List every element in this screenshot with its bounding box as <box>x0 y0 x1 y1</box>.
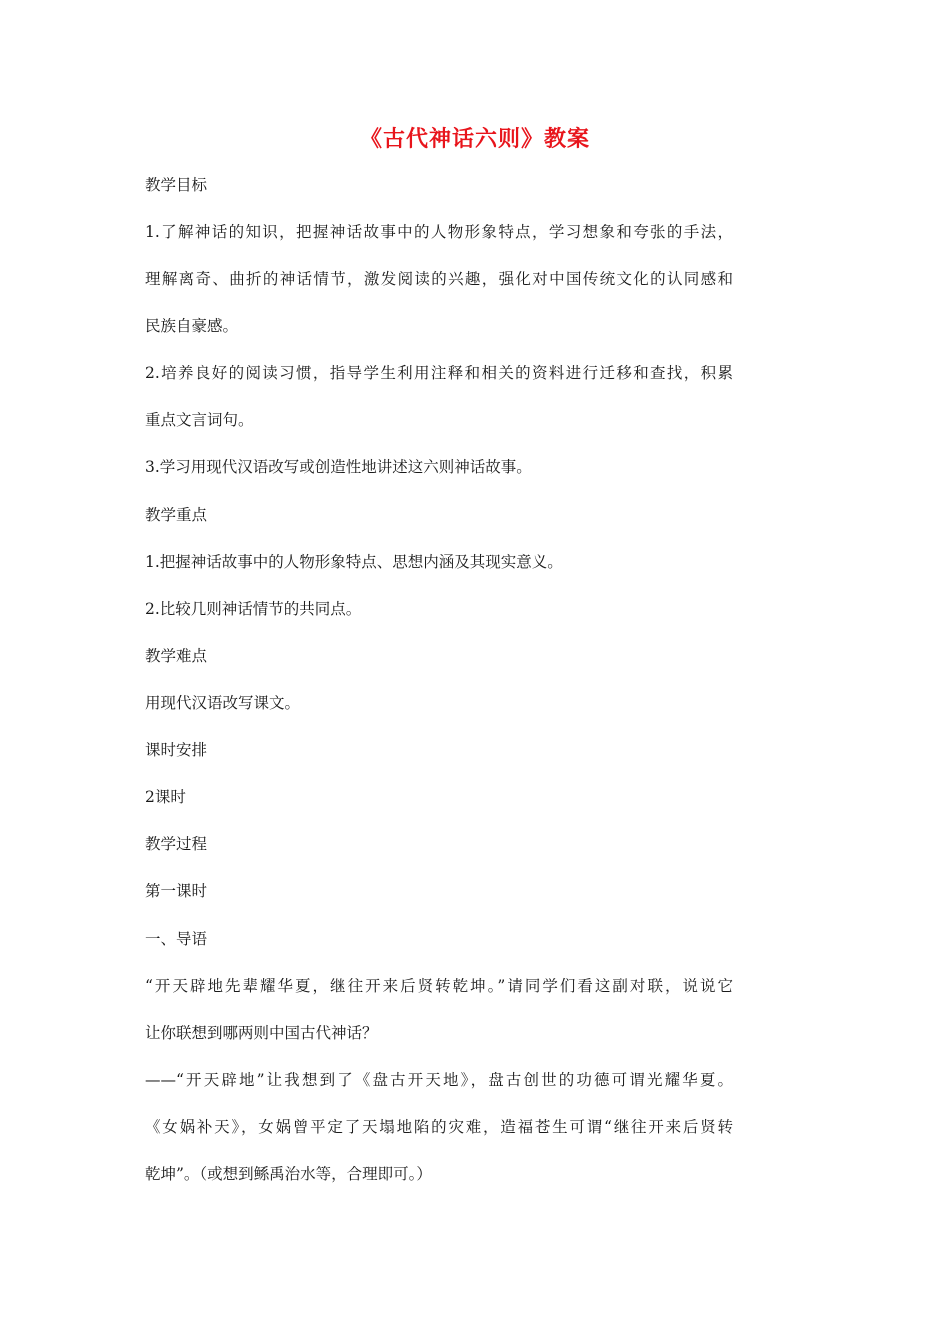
heading-difficulties: 教学难点 <box>145 647 208 665</box>
paragraph-line: 《女娲补天》，女娲曾平定了天塌地陷的灾难，造福苍生可谓“继往开来后贤转 <box>145 1118 733 1136</box>
paragraph-line: 民族自豪感。 <box>145 317 239 335</box>
heading-introduction: 一、导语 <box>145 930 208 948</box>
paragraph-line: 理解离奇、曲折的神话情节，激发阅读的兴趣，强化对中国传统文化的认同感和 <box>145 270 733 288</box>
heading-key-points: 教学重点 <box>145 506 208 524</box>
paragraph-line: 1.把握神话故事中的人物形象特点、思想内涵及其现实意义。 <box>145 553 563 571</box>
paragraph-line: 2.培养良好的阅读习惯，指导学生利用注释和相关的资料进行迁移和查找，积累 <box>145 364 733 382</box>
paragraph-line: 2课时 <box>145 788 186 806</box>
heading-schedule: 课时安排 <box>145 741 208 759</box>
paragraph-line: 重点文言词句。 <box>145 411 254 429</box>
paragraph-line: 乾坤”。（或想到鲧禹治水等，合理即可。） <box>145 1165 432 1183</box>
paragraph-line: “开天辟地先辈耀华夏，继往开来后贤转乾坤。”请同学们看这副对联，说说它 <box>145 977 733 995</box>
paragraph-line: 让你联想到哪两则中国古代神话？ <box>145 1024 378 1042</box>
document-title: 《古代神话六则》教案 <box>359 127 590 152</box>
paragraph-line: 1.了解神话的知识，把握神话故事中的人物形象特点，学习想象和夸张的手法， <box>145 223 733 241</box>
heading-teaching-goals: 教学目标 <box>145 176 208 194</box>
paragraph-line: 2.比较几则神话情节的共同点。 <box>145 600 362 618</box>
paragraph-line: ——“开天辟地”让我想到了《盘古开天地》，盘古创世的功德可谓光耀华夏。 <box>145 1071 733 1089</box>
paragraph-line: 用现代汉语改写课文。 <box>145 694 301 712</box>
heading-first-lesson: 第一课时 <box>145 882 208 900</box>
heading-process: 教学过程 <box>145 835 208 853</box>
paragraph-line: 3.学习用现代汉语改写或创造性地讲述这六则神话故事。 <box>145 458 532 476</box>
